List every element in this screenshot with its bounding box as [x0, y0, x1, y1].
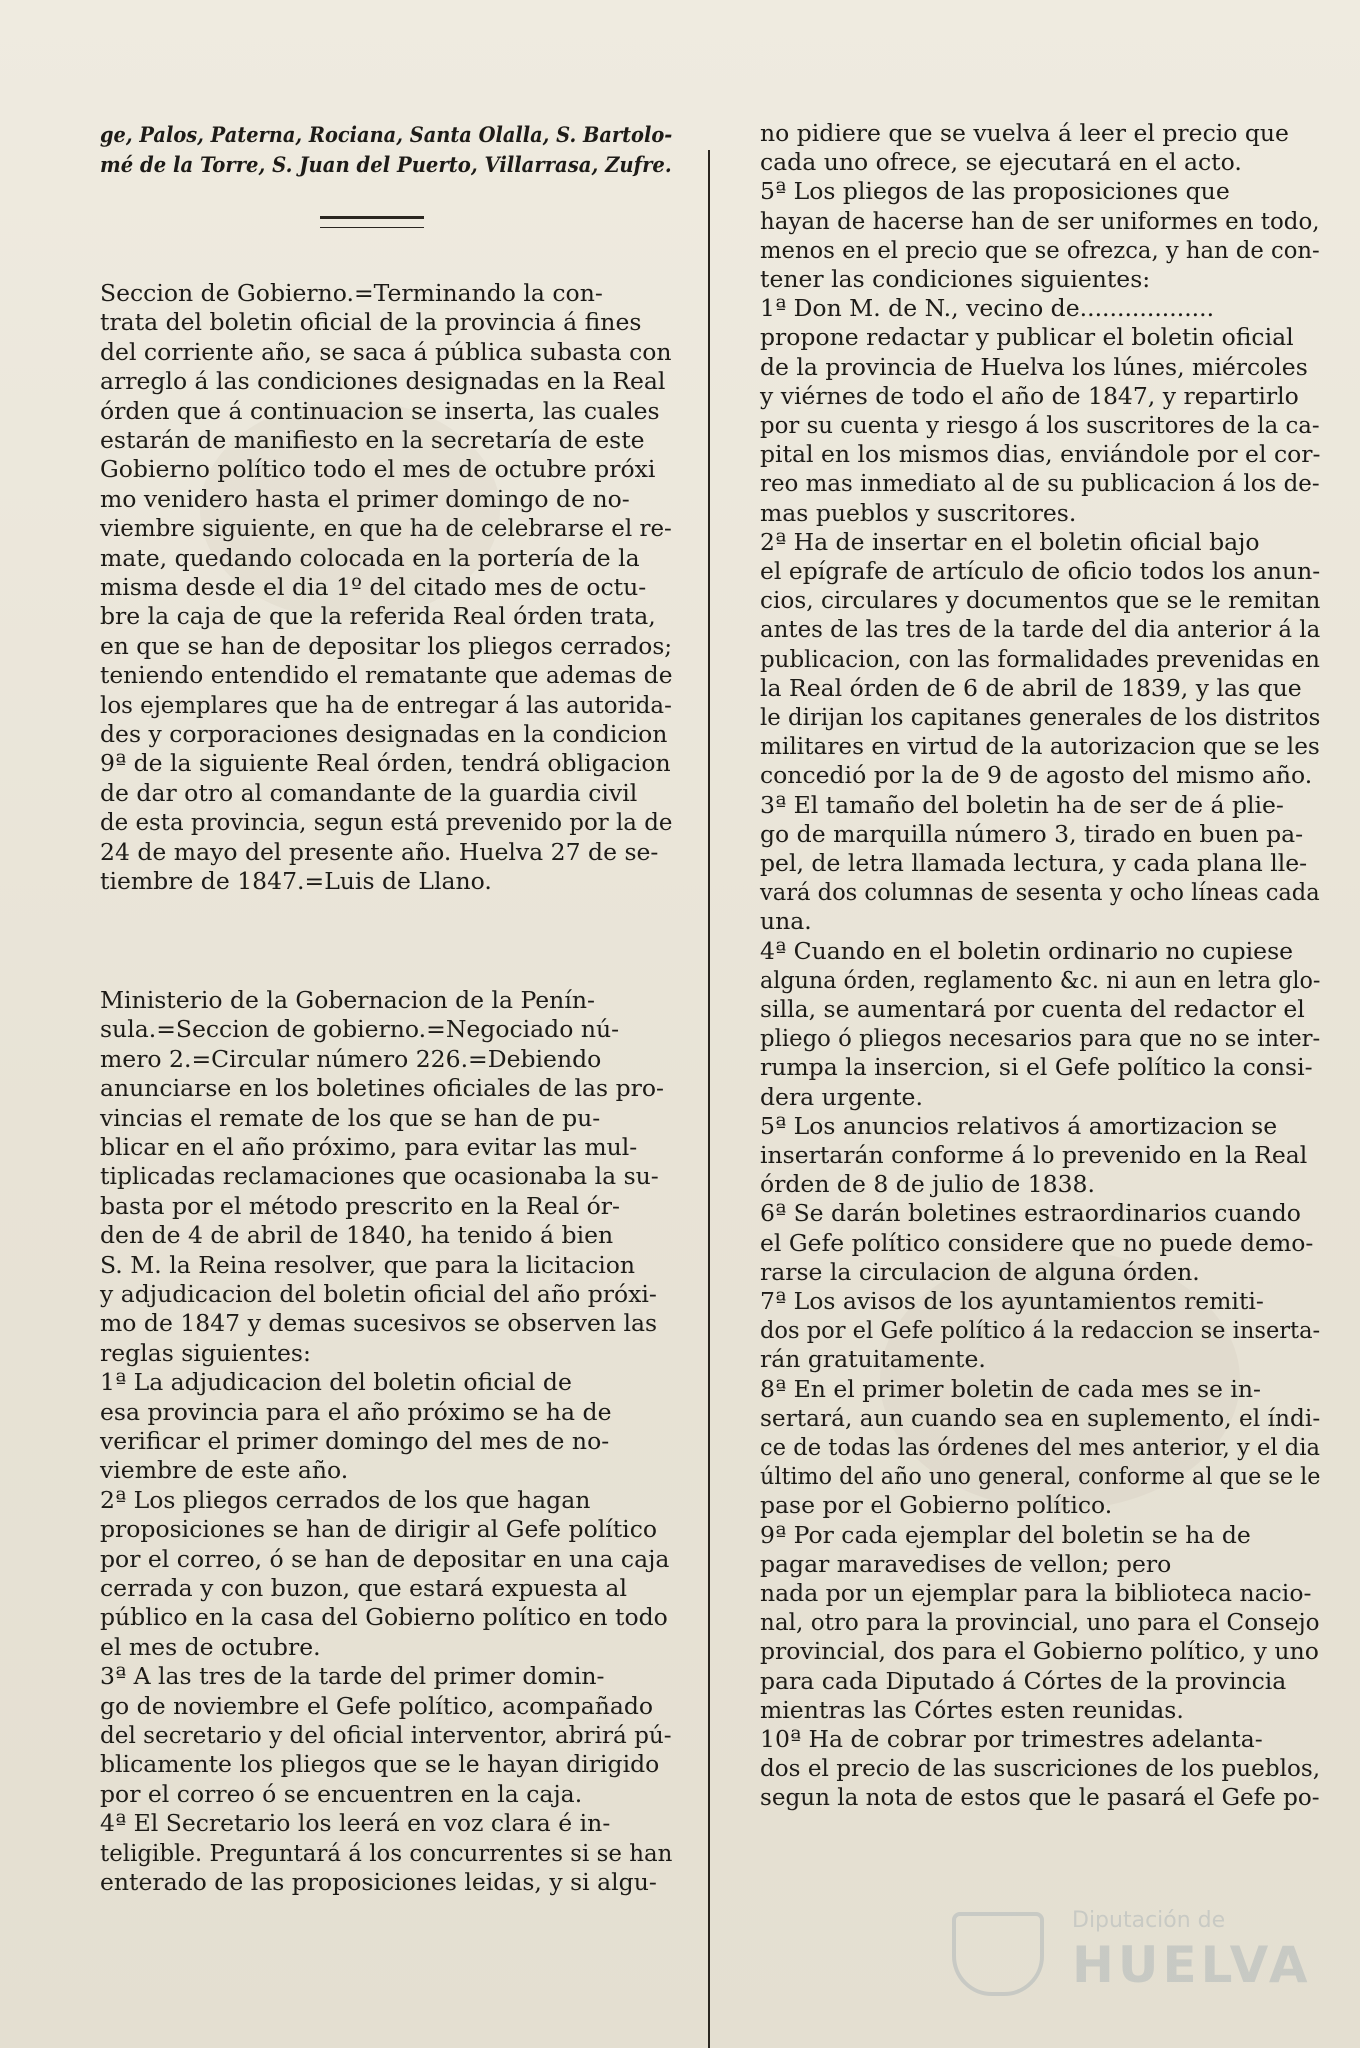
text-line: vincias el remate de los que se han de pu-	[100, 1103, 601, 1132]
text-line: órden de 8 de julio de 1838.	[760, 1170, 1095, 1199]
text-line: 9ª de la siguiente Real órden, tendrá obligacion	[100, 749, 671, 778]
text-line: arreglo á las condiciones designadas en la Real	[100, 367, 666, 396]
text-line: teligible. Preguntará á los concurrentes si se han	[100, 1838, 673, 1867]
text-line: 10ª Ha de cobrar por trimestres adelanta-	[760, 1725, 1263, 1753]
text-line: 6ª Se darán boletines estraordinarios cuando	[760, 1199, 1301, 1228]
text-line: Seccion de Gobierno.=Terminando la con-	[100, 279, 603, 307]
text-line: enterado de las proposiciones leidas, y si algu-	[100, 1868, 657, 1896]
text-line: tener las condiciones siguientes:	[760, 265, 1151, 293]
text-line: cerrada y con buzon, que estará expuesta al	[100, 1574, 627, 1602]
header-line: ge, Palos, Paterna, Rociana, Santa Olalla, S. Bartolo-	[100, 122, 673, 147]
text-line: reo mas inmediato al de su publicacion á los de-	[760, 469, 1320, 498]
text-line: la Real órden de 6 de abril de 1839, y las que	[760, 673, 1302, 702]
text-line: no pidiere que se vuelva á leer el precio que	[760, 119, 1289, 147]
text-line: rarse la circulacion de alguna órden.	[760, 1257, 1200, 1286]
text-line: den de 4 de abril de 1840, ha tenido á bien	[100, 1221, 614, 1250]
text-line: 7ª Los avisos de los ayuntamientos remiti-	[760, 1287, 1264, 1315]
text-line: para cada Diputado á Córtes de la provincia	[760, 1666, 1287, 1695]
text-line: nal, otro para la provincial, uno para el Consejo	[760, 1608, 1320, 1637]
text-line: del secretario y del oficial interventor, abrirá pú-	[100, 1721, 672, 1749]
text-line: esa provincia para el año próximo se ha de	[100, 1397, 612, 1426]
text-line: del corriente año, se saca á pública subasta con	[100, 337, 672, 366]
text-line: 4ª Cuando en el boletin ordinario no cupiese	[760, 936, 1294, 965]
text-line: los ejemplares que ha de entregar á las autorida-	[100, 690, 672, 719]
text-line: 3ª A las tres de la tarde del primer domin-	[100, 1662, 605, 1691]
header-line: mé de la Torre, S. Juan del Puerto, Villarrasa, Zufre.	[100, 152, 672, 177]
text-line: pase por el Gobierno político.	[760, 1491, 1113, 1520]
text-line: en que se han de depositar los pliegos cerrados;	[100, 631, 673, 660]
text-line: y adjudicacion del boletin oficial del año próxi-	[100, 1280, 657, 1308]
text-line: viembre de este año.	[100, 1456, 349, 1485]
text-line: alguna órden, reglamento &c. ni aun en letra glo-	[760, 965, 1321, 994]
text-line: rumpa la insercion, si el Gefe político la consi-	[760, 1053, 1313, 1082]
text-line: bre la caja de que la referida Real órden trata,	[100, 602, 656, 631]
text-line: pliego ó pliegos necesarios para que no se inter-	[760, 1024, 1321, 1053]
text-line: mo venidero hasta el primer domingo de no-	[100, 484, 630, 513]
text-line: S. M. la Reina resolver, que para la licitacion	[100, 1250, 636, 1279]
text-line: go de marquilla número 3, tirado en buen pa-	[760, 819, 1304, 848]
shield-icon	[952, 1912, 1044, 1996]
text-line: pital en los mismos dias, enviándole por el cor-	[760, 440, 1321, 469]
text-line: tiembre de 1847.=Luis de Llano.	[100, 867, 492, 895]
text-line: menos en el precio que se ofrezca, y han de con-	[760, 235, 1320, 264]
text-line: ce de todas las órdenes del mes anterior, y el dia	[760, 1433, 1320, 1461]
ornamental-rule	[320, 216, 424, 228]
text-line: viembre siguiente, en que ha de celebrarse el re-	[100, 514, 672, 543]
text-line: el Gefe político considere que no puede demo-	[760, 1228, 1314, 1257]
text-line: último del año uno general, conforme al que se le	[760, 1462, 1321, 1491]
text-line: el mes de octubre.	[100, 1632, 321, 1661]
text-line: blicamente los pliegos que se le hayan dirigido	[100, 1750, 660, 1779]
text-line: 4ª El Secretario los leerá en voz clara é in-	[100, 1809, 611, 1838]
text-line: nada por un ejemplar para la biblioteca nacio-	[760, 1579, 1312, 1607]
text-line: trata del boletin oficial de la provincia á fines	[100, 308, 642, 337]
text-line: publicacion, con las formalidades prevenidas en	[760, 644, 1320, 673]
text-line: segun la nota de estos que le pasará el Gefe po-	[760, 1783, 1320, 1812]
text-line: des y corporaciones designadas en la condicion	[100, 720, 668, 748]
text-line: verificar el primer domingo del mes de no-	[100, 1427, 610, 1455]
text-line: rán gratuitamente.	[760, 1345, 986, 1374]
text-line: el epígrafe de artículo de oficio todos los anun-	[760, 557, 1321, 585]
text-line: reglas siguientes:	[100, 1338, 311, 1367]
text-line: antes de las tres de la tarde del dia anterior á la	[760, 615, 1321, 644]
text-line: silla, se aumentará por cuenta del redactor el	[760, 995, 1305, 1023]
text-line: cios, circulares y documentos que se le remitan	[760, 586, 1321, 615]
text-line: de esta provincia, segun está prevenido por la de	[100, 808, 673, 837]
text-line: blicar en el año próximo, para evitar las mul-	[100, 1133, 638, 1161]
text-line: pagar maravedises de vellon; pero	[760, 1549, 1172, 1578]
watermark-text: HUELVA	[1072, 1936, 1312, 1994]
text-line: por el correo, ó se han de depositar en una caja	[100, 1544, 670, 1573]
text-line: militares en virtud de la autorizacion que se les	[760, 732, 1320, 761]
text-line: tiplicadas reclamaciones que ocasionaba la su-	[100, 1162, 659, 1191]
text-line: le dirijan los capitanes generales de los distritos	[760, 703, 1321, 731]
text-line: y viérnes de todo el año de 1847, y repartirlo	[760, 381, 1299, 410]
text-line: por el correo ó se encuentren en la caja.	[100, 1779, 583, 1808]
text-line: órden que á continuacion se inserta, las cuales	[100, 396, 660, 425]
text-line: proposiciones se han de dirigir al Gefe político	[100, 1515, 658, 1544]
text-line: basta por el método prescrito en la Real ór-	[100, 1191, 620, 1220]
text-line: go de noviembre el Gefe político, acompañado	[100, 1691, 654, 1720]
text-line: una.	[760, 907, 812, 936]
text-line: mo de 1847 y demas sucesivos se observen las	[100, 1309, 658, 1338]
text-line: estarán de manifiesto en la secretaría de este	[100, 426, 645, 454]
watermark-subtitle: Diputación de	[1072, 1908, 1226, 1933]
column-divider	[708, 150, 710, 2048]
text-line: pel, de letra llamada lectura, y cada plana lle-	[760, 849, 1308, 877]
archive-watermark	[952, 1900, 1312, 2000]
text-line: concedió por la de 9 de agosto del mismo año.	[760, 761, 1313, 790]
text-line: anunciarse en los boletines oficiales de las pro-	[100, 1074, 664, 1103]
text-line: de dar otro al comandante de la guardia civil	[100, 778, 638, 807]
text-line: propone redactar y publicar el boletin oficial	[760, 323, 1294, 352]
text-line: vará dos columnas de sesenta y ocho líneas cada	[760, 878, 1320, 907]
text-line: 9ª Por cada ejemplar del boletin se ha de	[760, 1520, 1251, 1549]
text-line: 1ª La adjudicacion del boletin oficial de	[100, 1368, 572, 1397]
text-line: Gobierno político todo el mes de octubre próxi	[100, 455, 656, 484]
text-line: dos por el Gefe político á la redaccion se inserta-	[760, 1316, 1321, 1345]
text-line: 24 de mayo del presente año. Huelva 27 de se-	[100, 837, 659, 866]
text-line: sula.=Seccion de gobierno.=Negociado nú-	[100, 1015, 620, 1044]
text-line: por su cuenta y riesgo á los suscritores de la ca-	[760, 411, 1320, 439]
text-line: mientras las Córtes esten reunidas.	[760, 1695, 1184, 1724]
text-line: cada uno ofrece, se ejecutará en el acto.	[760, 148, 1242, 177]
text-line: 5ª Los pliegos de las proposiciones que	[760, 177, 1230, 206]
text-line: dos el precio de las suscriciones de los pueblos,	[760, 1754, 1321, 1783]
text-line: público en la casa del Gobierno político en todo	[100, 1603, 668, 1632]
text-line: sertará, aun cuando sea en suplemento, el índi-	[760, 1403, 1321, 1432]
text-line: provincial, dos para el Gobierno político, y uno	[760, 1637, 1319, 1666]
text-line: de la provincia de Huelva los lúnes, miércoles	[760, 352, 1308, 381]
text-line: mas pueblos y suscritores.	[760, 498, 1077, 527]
text-line: Ministerio de la Gobernacion de la Penín-	[100, 986, 595, 1014]
text-line: 3ª El tamaño del boletin ha de ser de á plie-	[760, 790, 1284, 819]
text-line: 2ª Ha de insertar en el boletin oficial bajo	[760, 527, 1260, 556]
text-line: insertarán conforme á lo prevenido en la Real	[760, 1141, 1308, 1169]
text-line: hayan de hacerse han de ser uniformes en todo,	[760, 206, 1320, 235]
text-line: 8ª En el primer boletin de cada mes se in-	[760, 1374, 1261, 1403]
text-line: misma desde el dia 1º del citado mes de octu-	[100, 573, 647, 601]
text-line: teniendo entendido el rematante que ademas de	[100, 661, 673, 690]
text-line: mero 2.=Circular número 226.=Debiendo	[100, 1044, 602, 1073]
text-line: dera urgente.	[760, 1082, 923, 1111]
text-line: 2ª Los pliegos cerrados de los que hagan	[100, 1485, 591, 1514]
text-line: 5ª Los anuncios relativos á amortizacion se	[760, 1111, 1278, 1140]
text-line: mate, quedando colocada en la portería de la	[100, 543, 640, 572]
text-line: 1ª Don M. de N., vecino de..................	[760, 294, 1215, 323]
